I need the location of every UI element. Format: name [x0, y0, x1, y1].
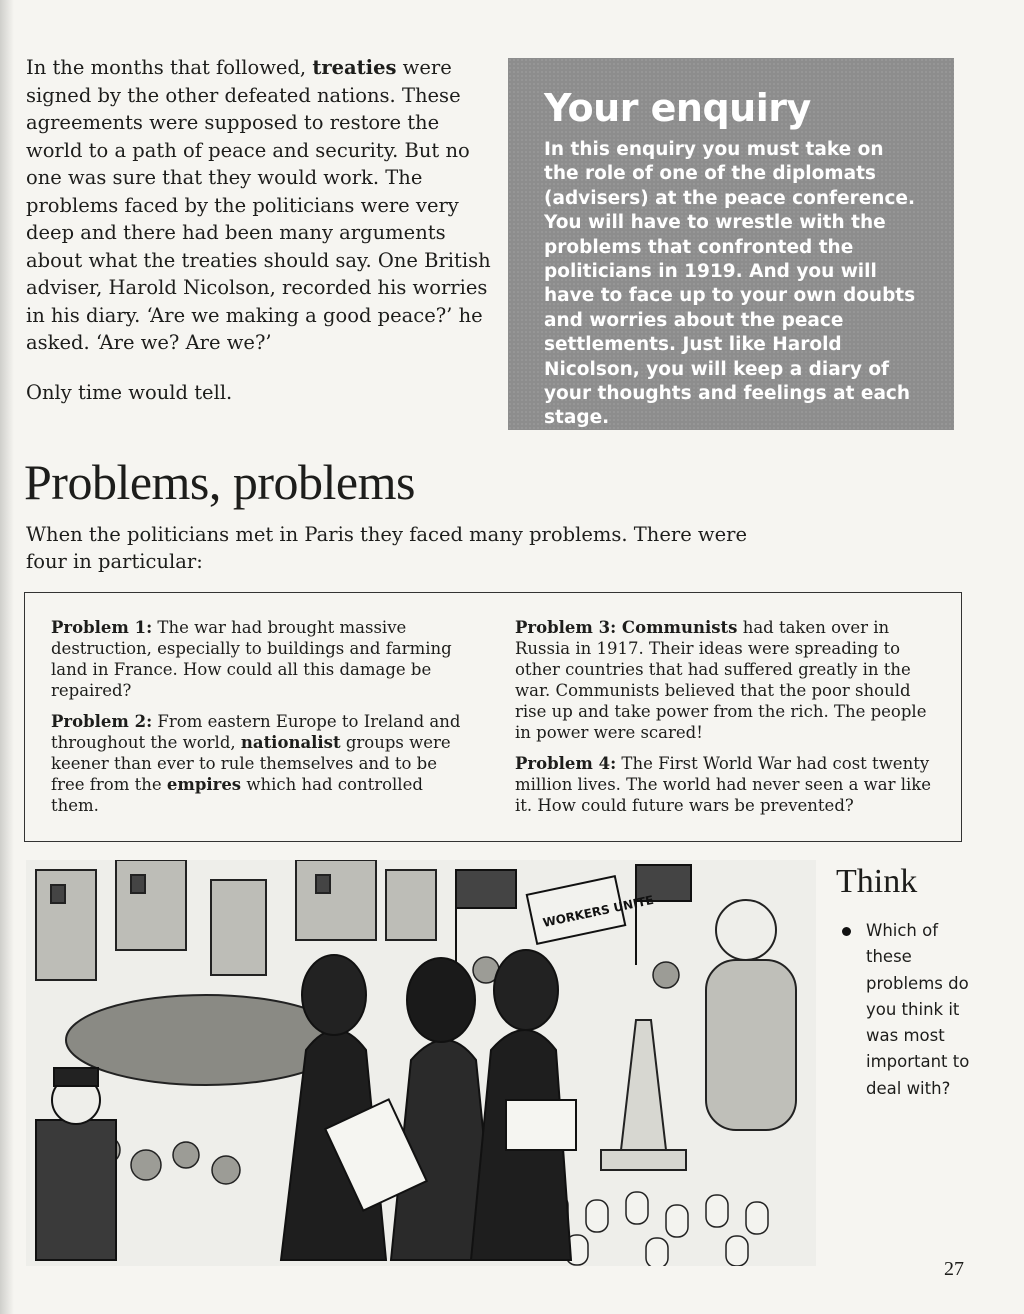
term-nationalist: nationalist — [240, 733, 341, 752]
general-soldier — [36, 1068, 116, 1260]
problem-4 — [515, 753, 937, 816]
think-title: Think — [836, 863, 918, 900]
problem-4-label: Problem 4: — [515, 754, 617, 773]
think-question: Which of these problems do you think it was most important to deal with? — [866, 921, 970, 1098]
problem-2-label: Problem 2: — [51, 712, 153, 731]
section-lead: When the politicians met in Paris they faced many problems. There were four in particular: — [26, 523, 748, 573]
problem-3 — [515, 617, 937, 743]
intro-text-start: In the months that followed, — [26, 56, 313, 79]
problems-column-left — [51, 617, 473, 841]
problem-2 — [51, 711, 473, 816]
problem-2-text: groups were keener than ever to rule themselves and to be free from the — [51, 733, 451, 794]
intro-text — [26, 54, 496, 406]
bullet-icon — [842, 927, 851, 936]
problem-1-text: The war had brought massive destruction, especially to buildings and farming land in France. How could all this damage be repaired? — [51, 618, 452, 700]
war-graves — [546, 1192, 768, 1266]
section-heading: Problems, problems — [24, 454, 415, 510]
book-binding-shadow — [0, 0, 14, 1314]
workers-banner-text: WORKERS UNITE — [541, 892, 655, 930]
cartoon-drawing — [26, 860, 816, 1266]
cartoon-illustration — [26, 860, 816, 1266]
intro-paragraph — [26, 54, 496, 357]
page-number: 27 — [944, 1258, 964, 1280]
problem-2-text: which had controlled them. — [51, 775, 423, 815]
intro-text-rest: were signed by the other defeated nations. These agreements were supposed to restore the world to a path of peace and security. But no one was sure that they would work. The problems faced by the politicians were very deep and there had been many arguments about what the treaties should say. One British adviser, Harold Nicolson, recorded his worries in his diary. ‘Are we making a good peace?’ he asked. ‘Are we? Are we?’ — [26, 56, 491, 354]
term-empires: empires — [166, 775, 242, 794]
problems-column-right — [515, 617, 937, 841]
intro-closing: Only time would tell. — [26, 380, 233, 404]
diplomats — [281, 950, 576, 1260]
term-treaties: treaties — [312, 56, 397, 79]
problem-3-label: Problem 3: — [515, 618, 617, 637]
problems-box — [24, 592, 962, 842]
ruined-buildings — [36, 860, 436, 980]
term-communists: Communists — [616, 618, 738, 637]
enquiry-body: In this enquiry you must take on the role of one of the diplomats (advisers) at the peace conference. You will have to wrestle with the problems that confronted the politicians in 1919. And you will have to face up to your own doubts and worries about the peace settlements. Just like Harold Nicolson, you will keep a diary of your thoughts and feelings at each stage. — [544, 139, 916, 429]
problem-3-text: had taken over in Russia in 1917. Their ideas were spreading to other countries that had suffered greatly in the war. Communists believed that the poor should rise up and take power from the rich. The people in power were scared! — [515, 618, 927, 742]
problem-1 — [51, 617, 473, 701]
problem-1-label: Problem 1: — [51, 618, 153, 637]
war-memorial — [601, 1020, 686, 1170]
problem-2-text: From eastern Europe to Ireland and throughout the world, — [51, 712, 461, 752]
think-question-item — [836, 918, 986, 1102]
worried-man — [706, 900, 796, 1130]
enquiry-box — [508, 58, 954, 430]
enquiry-title: Your enquiry — [544, 86, 811, 130]
think-box — [836, 862, 986, 1102]
problem-4-text: The First World War had cost twenty million lives. The world had never seen a war like it. How could future wars be prevented? — [515, 754, 932, 815]
